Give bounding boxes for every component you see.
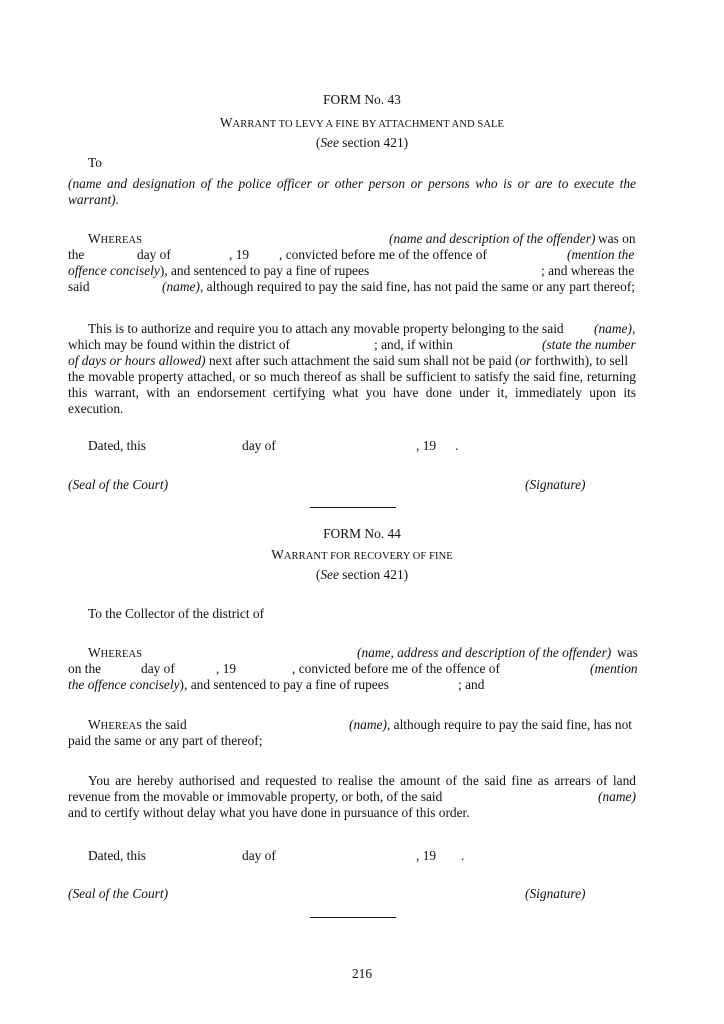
form43-execution: execution. xyxy=(68,401,124,416)
form43-state-number: (state the number xyxy=(542,337,636,352)
form44-and: ; and xyxy=(458,677,485,692)
form43-addressee-line1: (name and designation of the police officer or other person or persons who is or are to execute the xyxy=(68,176,636,191)
form43-day-of: day of xyxy=(137,247,171,262)
form44-dated-period: . xyxy=(461,848,465,863)
form44-mention: (mention xyxy=(590,661,638,676)
form43-authorize-line1: This is to authorize and require you to attach any movable property belonging to the said xyxy=(88,321,564,336)
form44-to-collector: To the Collector of the district of xyxy=(88,606,265,621)
form44-dated-day-of: day of xyxy=(242,848,276,863)
form43-dated-year: , 19 xyxy=(416,438,437,453)
form43-days-line: of days or hours allowed) next after such attachment the said sum shall not be paid (or forthwith), to sell xyxy=(68,353,629,368)
form44-was: was xyxy=(617,645,638,660)
form44-dated: Dated, this xyxy=(88,848,147,863)
form44-revenue-line: revenue from the movable or immovable property, or both, of the said xyxy=(68,789,443,804)
form44-authorised-line1: You are hereby authorised and requested to realise the amount of the said fine as arrears of land xyxy=(88,773,636,788)
form44-seal: (Seal of the Court) xyxy=(68,886,169,901)
form43-to: To xyxy=(88,155,102,170)
page-number: 216 xyxy=(351,966,373,981)
form43-name-2: (name), xyxy=(594,321,636,336)
form43-mention-the: (mention the xyxy=(567,247,635,262)
form44-offence-concisely-line: the offence concisely), and sentenced to pay a fine of rupees xyxy=(68,677,389,692)
form43-endorsement-line: this warrant, with an endorsement certifying what you have done under it, immediately upon its xyxy=(68,385,636,400)
form43-if-within: ; and, if within xyxy=(374,337,453,352)
form44-offender-desc: (name, address and description of the offender) xyxy=(357,645,612,660)
form43-the: the xyxy=(68,247,85,262)
form44-heading: WARRANT FOR RECOVERY OF FINE xyxy=(271,547,453,562)
form43-19: , 19 xyxy=(229,247,250,262)
form43-was-on: was on xyxy=(598,231,636,246)
form43-property-line: the movable property attached, or so much thereof as shall be sufficient to satisfy the said fine, returning xyxy=(68,369,636,384)
form43-convicted: , convicted before me of the offence of xyxy=(279,247,487,262)
form43-offender-desc: (name and description of the offender) xyxy=(389,231,596,246)
form43-district-line: which may be found within the district of xyxy=(68,337,291,352)
form44-name-2: (name) xyxy=(598,789,636,804)
form44-on-the: on the xyxy=(68,661,102,676)
form44-convicted: , convicted before me of the offence of xyxy=(292,661,500,676)
form44-19: , 19 xyxy=(216,661,237,676)
form43-said: said xyxy=(68,279,90,294)
form44-signature: (Signature) xyxy=(525,886,586,901)
form43-dated: Dated, this xyxy=(88,438,147,453)
form43-whereas: WHEREAS xyxy=(88,231,143,246)
form44-see-section: (See section 421) xyxy=(315,567,409,582)
form43-dated-day-of: day of xyxy=(242,438,276,453)
form43-seal: (Seal of the Court) xyxy=(68,477,169,492)
form44-certify-line: and to certify without delay what you have done in pursuance of this order. xyxy=(68,805,470,820)
form43-dated-period: . xyxy=(455,438,459,453)
form43-signature: (Signature) xyxy=(525,477,586,492)
form43-heading: WARRANT TO LEVY A FINE BY ATTACHMENT AND SALE xyxy=(219,115,505,130)
form43-see-section: (See section 421) xyxy=(315,135,409,150)
form43-offence-concisely-line: offence concisely), and sentenced to pay a fine of rupees xyxy=(68,263,370,278)
form44-whereas: WHEREAS xyxy=(88,645,143,660)
form44-paid-same: paid the same or any part of thereof; xyxy=(68,733,263,748)
form43-and-whereas: ; and whereas the xyxy=(541,263,635,278)
form44-title: FORM No. 44 xyxy=(323,526,401,541)
form-divider-rule xyxy=(310,507,396,508)
form43-addressee-line2: warrant). xyxy=(68,192,119,207)
form44-name-require: (name), although require to pay the said fine, has not xyxy=(349,717,632,732)
form43-title: FORM No. 43 xyxy=(323,92,401,107)
form44-dated-year: , 19 xyxy=(416,848,437,863)
end-rule xyxy=(310,917,396,918)
form43-name-not-paid: (name), although required to pay the said fine, has not paid the same or any part thereof; xyxy=(162,279,635,294)
form44-whereas-said: WHEREAS the said xyxy=(88,717,187,732)
form44-day-of: day of xyxy=(141,661,175,676)
